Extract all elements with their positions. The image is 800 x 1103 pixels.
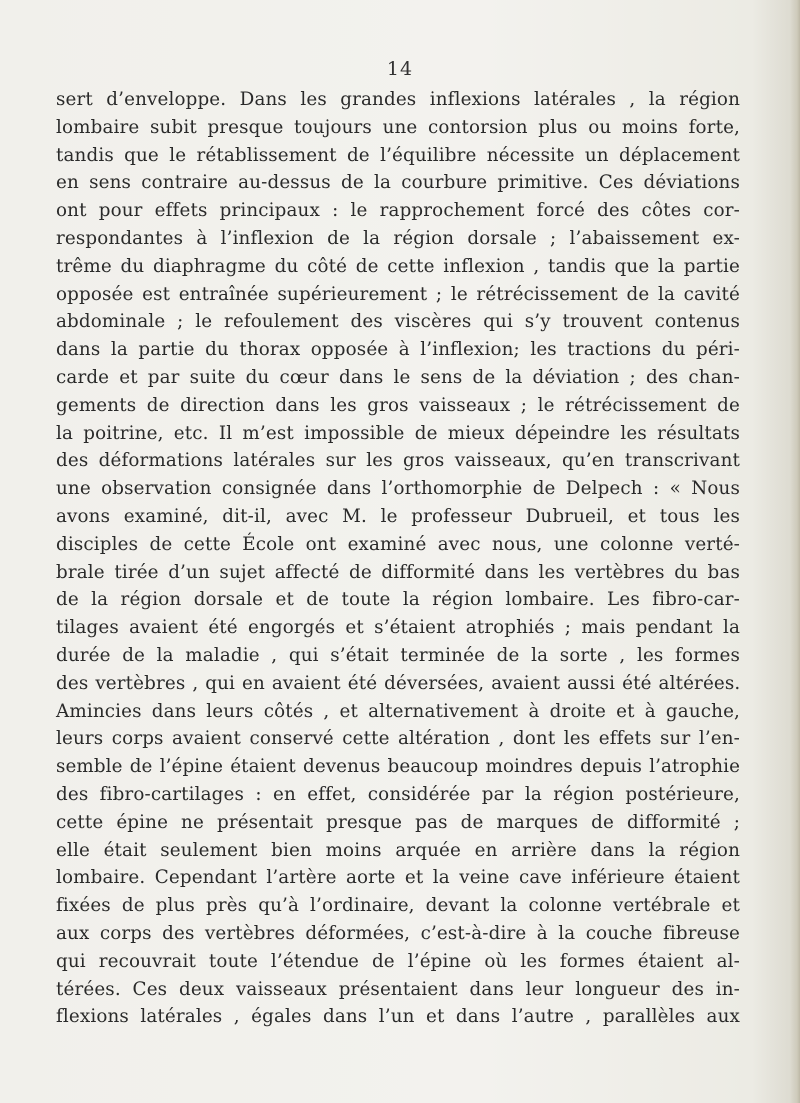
text-line: la poitrine, etc. Il m’est impossible de mieux dépeindre les résultats <box>56 422 740 444</box>
text-line: une observation consignée dans l’orthomorphie de Delpech : « Nous <box>56 478 740 500</box>
text-line: leurs corps avaient conservé cette altération , dont les effets sur l’en- <box>56 728 740 750</box>
text-line: durée de la maladie , qui s’était terminée de la sorte , les formes <box>56 644 740 666</box>
text-line: sert d’enveloppe. Dans les grandes inflexions latérales , la région <box>56 89 740 110</box>
text-line: des déformations latérales sur les gros vaisseaux, qu’en transcrivant <box>56 450 740 472</box>
text-line: gements de direction dans les gros vaisseaux ; le rétrécissement de <box>56 394 740 416</box>
text-line: abdominale ; le refoulement des viscères qui s’y trouvent contenus <box>56 311 740 333</box>
text-line: Amincies dans leurs côtés , et alternativement à droite et à gauche, <box>56 700 740 722</box>
page-edge-shadow <box>790 0 800 1103</box>
text-line: disciples de cette École ont examiné avec nous, une colonne verté- <box>56 533 740 555</box>
text-line: carde et par suite du cœur dans le sens de la déviation ; des chan- <box>56 366 740 388</box>
text-line: des vertèbres , qui en avaient été déversées, avaient aussi été altérées. <box>56 672 741 694</box>
text-line: qui recouvrait toute l’étendue de l’épine où les formes étaient al- <box>56 950 740 972</box>
text-line: lombaire subit presque toujours une contorsion plus ou moins forte, <box>56 116 740 138</box>
text-line: brale tirée d’un sujet affecté de difformité dans les vertèbres du bas <box>56 561 740 583</box>
text-line: elle était seulement bien moins arquée en arrière dans la région <box>56 839 740 861</box>
text-line: térées. Ces deux vaisseaux présentaient dans leur longueur des in- <box>56 978 740 1000</box>
text-line: ont pour effets principaux : le rapprochement forcé des côtes cor- <box>56 200 740 222</box>
text-line: flexions latérales , égales dans l’un et dans l’autre , parallèles aux <box>56 1006 740 1028</box>
body-text <box>56 86 740 1031</box>
text-line: avons examiné, dit-il, avec M. le professeur Dubrueil, et tous les <box>56 505 740 527</box>
page-number: 14 <box>386 58 414 80</box>
text-line: aux corps des vertèbres déformées, c’est-à-dire à la couche fibreuse <box>56 922 740 944</box>
text-line: semble de l’épine étaient devenus beaucoup moindres depuis l’atrophie <box>56 756 740 778</box>
text-line: tandis que le rétablissement de l’équilibre nécessite un déplacement <box>56 144 740 166</box>
text-line: dans la partie du thorax opposée à l’inflexion; les tractions du péri- <box>56 339 740 361</box>
text-line: trême du diaphragme du côté de cette inflexion , tandis que la partie <box>56 255 740 277</box>
text-line: de la région dorsale et de toute la région lombaire. Les fibro-car- <box>56 589 740 611</box>
text-line: tilages avaient été engorgés et s’étaient atrophiés ; mais pendant la <box>56 617 740 639</box>
text-line: en sens contraire au-dessus de la courbure primitive. Ces déviations <box>56 172 740 194</box>
text-line: lombaire. Cependant l’artère aorte et la veine cave inférieure étaient <box>56 867 740 889</box>
text-line: cette épine ne présentait presque pas de marques de difformité ; <box>56 811 740 833</box>
text-line: opposée est entraînée supérieurement ; le rétrécissement de la cavité <box>56 283 740 305</box>
text-line: fixées de plus près qu’à l’ordinaire, devant la colonne vertébrale et <box>56 895 740 917</box>
text-line: respondantes à l’inflexion de la région dorsale ; l’abaissement ex- <box>56 227 740 249</box>
text-line: des fibro-cartilages : en effet, considérée par la région postérieure, <box>56 783 740 805</box>
